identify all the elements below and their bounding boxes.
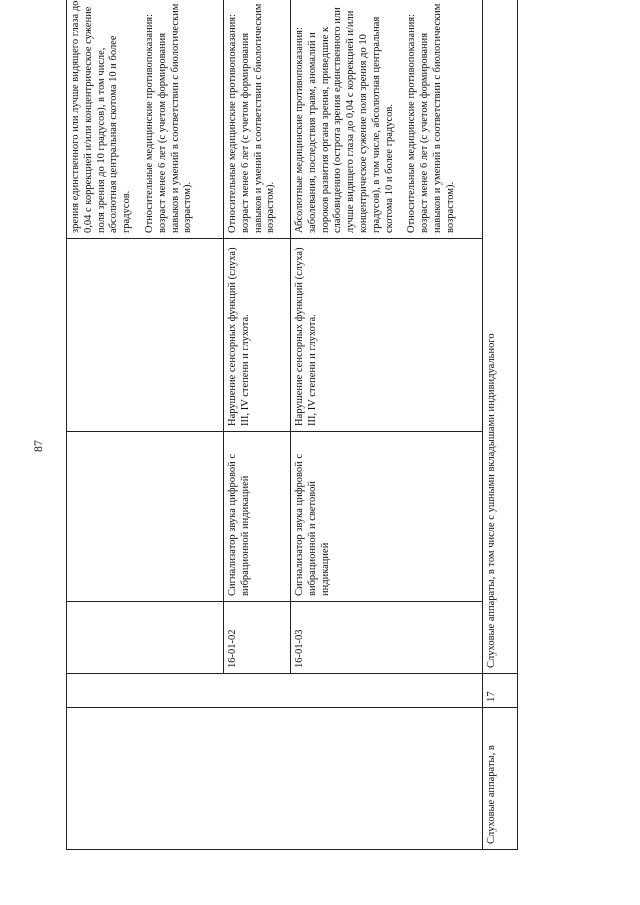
table-row xyxy=(67,0,224,850)
contraindications-cell xyxy=(224,0,291,239)
name-cell xyxy=(67,432,224,602)
contraindications-cell xyxy=(67,0,224,239)
page-number: 87 xyxy=(31,440,45,452)
name-cell: Сигнализатор звука цифровой с вибрационной индикацией xyxy=(224,432,291,602)
table-row xyxy=(483,0,518,850)
code-cell: 16-01-02 xyxy=(224,602,291,674)
code-cell: 16-01-03 xyxy=(291,602,483,674)
contraindication-paragraph: зрения единственного или лучше видящего глаза до 0,04 с коррекцией и/или концентрическое сужение поля зрения до 10 градусов), в том числе, абсолютная центральная скотома 10 и более градусов. xyxy=(70,0,133,233)
code-cell xyxy=(67,602,224,674)
indications-cell: Нарушение сенсорных функций (слуха) III, IV степени и глухота. xyxy=(291,239,483,432)
description-cell: Слуховые аппараты, в том числе с ушными вкладышами индивидуального xyxy=(483,0,518,674)
indications-cell: Нарушение сенсорных функций (слуха) III, IV степени и глухота. xyxy=(224,239,291,432)
contraindication-paragraph: Относительные медицинские противопоказания: возраст менее 6 лет (с учетом формирования навыков и умений в соответствии с биологическим возрастом). xyxy=(406,3,456,233)
category-cell xyxy=(67,708,483,850)
name-cell: Сигнализатор звука цифровой с вибрационной и световой индикацией xyxy=(291,432,483,602)
number-cell xyxy=(67,674,483,708)
category-cell: Слуховые аппараты, в xyxy=(483,708,518,850)
rehabilitation-means-table xyxy=(66,0,518,850)
number-cell: 17 xyxy=(483,674,518,708)
contraindication-paragraph: Относительные медицинские противопоказания: возраст менее 6 лет (с учетом формирования навыков и умений в соответствии с биологическим возрастом). xyxy=(227,3,277,233)
contraindication-paragraph: Абсолютные медицинские противопоказания: заболевания, последствия травм, аномалий и пороков развития органа зрения, приведшие к слабовидению (острота зрения единственного или лучше видящего глаза до 0,04 с коррекцией и/или концентрическое сужение поля зрения до 10 градусов), в том числе, абсолютная центральная скотома 10 и более градусов. xyxy=(294,7,395,233)
contraindication-paragraph: Относительные медицинские противопоказания: возраст менее 6 лет (с учетом формирования навыков и умений в соответствии с биологическим возрастом). xyxy=(143,3,194,233)
rotated-table-container xyxy=(66,0,556,850)
contraindications-cell xyxy=(291,0,483,239)
indications-cell xyxy=(67,239,224,432)
